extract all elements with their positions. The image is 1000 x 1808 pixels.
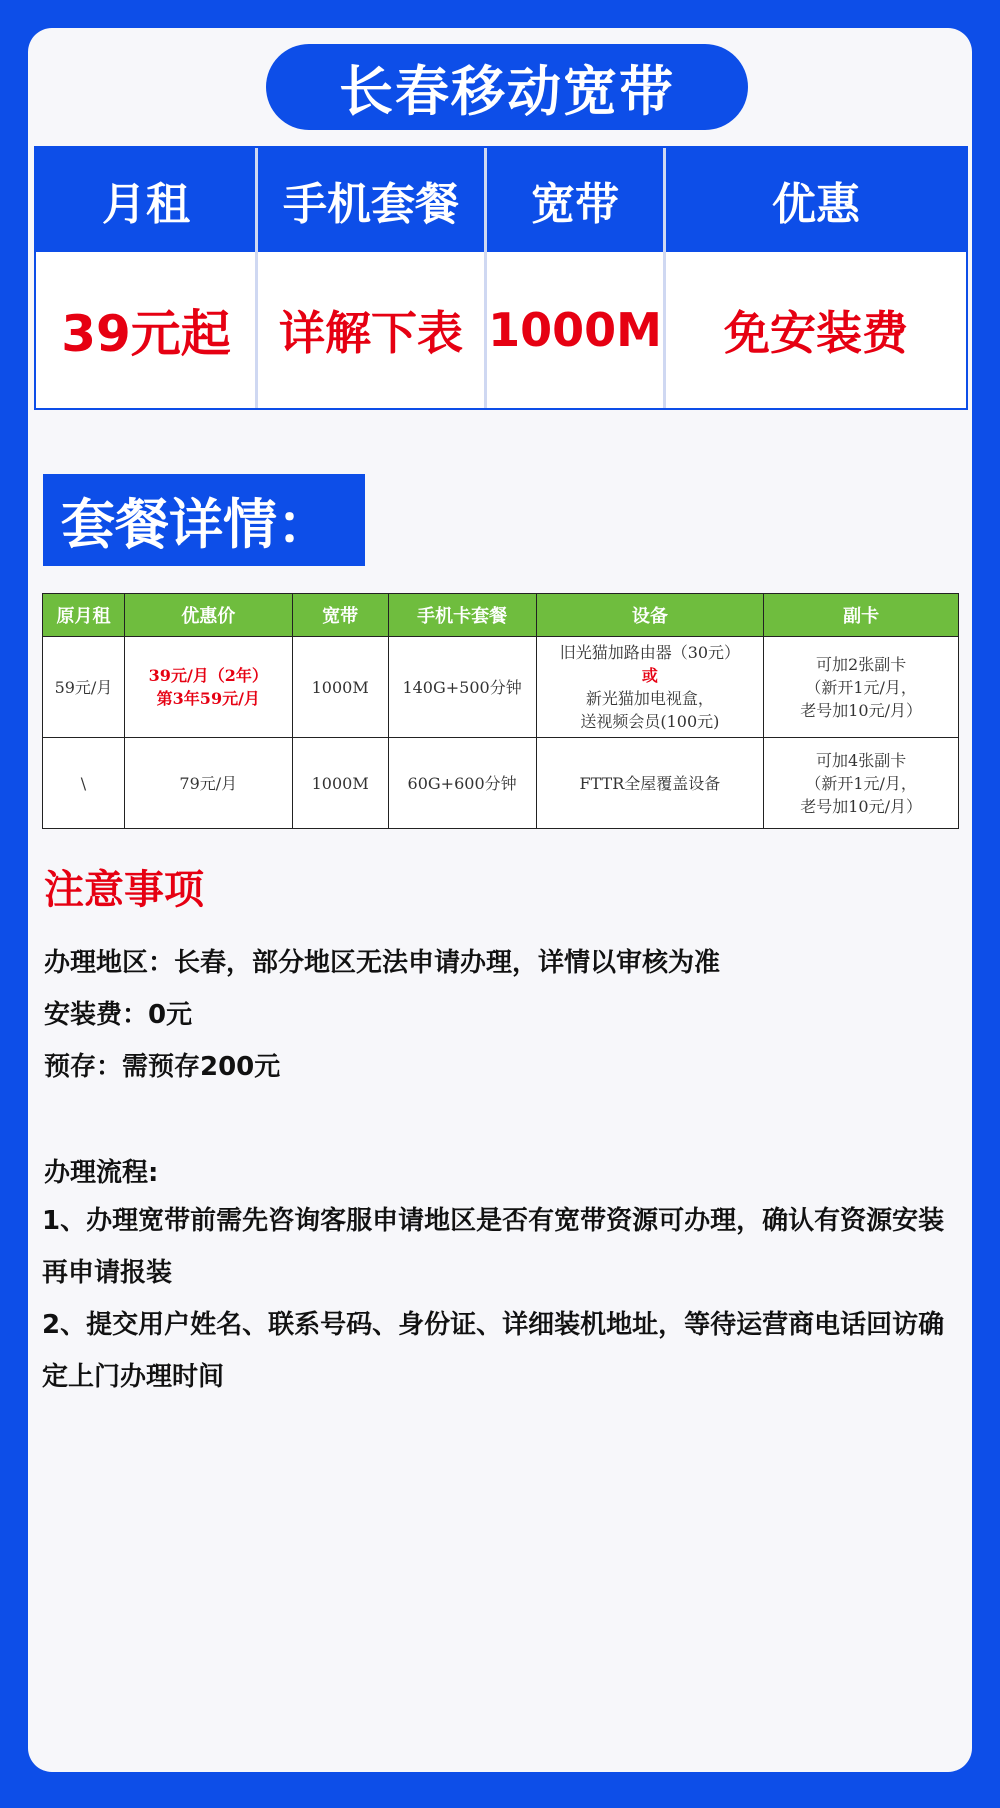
sub-card-line: 可加2张副卡 [816,654,907,674]
note-area: 办理地区：长春，部分地区无法申请办理，详情以审核为准 [44,948,721,978]
sub-card-line: 老号加10元/月） [800,796,922,816]
cell-sub-card [764,637,959,738]
poster-title: 长春移动宽带 [266,44,748,130]
summary-table [34,146,968,410]
col-header-device: 设备 [536,594,764,637]
summary-col-offer [666,148,966,408]
price-line: 39元/月（2年） [148,666,268,685]
process-step-1: 1、办理宽带前需先咨询客服申请地区是否有宽带资源可办理，确认有资源安装再申请报装 [42,1206,945,1288]
summary-header-plan: 手机套餐 [258,148,484,252]
cell-bandwidth: 1000M [292,738,388,829]
cell-original-price: \ [43,738,125,829]
col-header-original-price: 原月租 [43,594,125,637]
cell-discount-price: 79元/月 [124,738,292,829]
summary-divider [484,148,487,408]
summary-header-offer: 优惠 [666,148,966,252]
sub-card-line: 可加4张副卡 [816,750,907,770]
cell-discount-price [124,637,292,738]
sub-card-line: （新开1元/月， [805,677,917,697]
summary-col-plan [258,148,484,408]
col-header-sub-card: 副卡 [764,594,959,637]
summary-value-monthly: 39元起 [61,305,231,363]
summary-value-bandwidth: 1000M [488,303,662,357]
summary-header-bandwidth: 宽带 [487,148,663,252]
device-line: 送视频会员(100元) [580,712,720,731]
cell-phone-plan: 140G+500分钟 [388,637,536,738]
process-steps [42,1195,962,1403]
summary-divider [663,148,666,408]
price-line: 第3年59元/月 [156,689,260,708]
cell-device: FTTR全屋覆盖设备 [536,738,764,829]
sub-card-line: （新开1元/月， [805,773,917,793]
device-line: 新光猫加电视盒， [585,689,714,708]
device-or: 或 [641,666,658,685]
process-step-2: 2、提交用户姓名、联系号码、身份证、详细装机地址，等待运营商电话回访确定上门办理时间 [42,1310,945,1392]
sub-card-line: 老号加10元/月） [800,700,922,720]
process-title: 办理流程: [44,1158,159,1188]
section-title-details: 套餐详情： [43,474,365,566]
cell-original-price: 59元/月 [43,637,125,738]
col-header-phone-plan: 手机卡套餐 [388,594,536,637]
summary-value-plan: 详解下表 [279,306,463,360]
device-line: 旧光猫加路由器（30元） [559,643,741,662]
col-header-discount-price: 优惠价 [124,594,292,637]
table-row [43,637,959,738]
summary-value-offer: 免安装费 [724,306,908,360]
cell-sub-card [764,738,959,829]
summary-col-monthly [36,148,256,408]
summary-divider [255,148,258,408]
note-install-fee: 安装费：0元 [44,1000,193,1030]
summary-col-bandwidth [487,148,663,408]
col-header-bandwidth: 宽带 [292,594,388,637]
summary-header-monthly: 月租 [36,148,256,252]
note-deposit: 预存：需预存200元 [44,1052,281,1082]
table-header-row [43,594,959,637]
cell-phone-plan: 60G+600分钟 [388,738,536,829]
plan-detail-table [42,593,959,829]
cell-device [536,637,764,738]
cell-bandwidth: 1000M [292,637,388,738]
notes-title: 注意事项 [44,867,204,913]
table-row [43,738,959,829]
